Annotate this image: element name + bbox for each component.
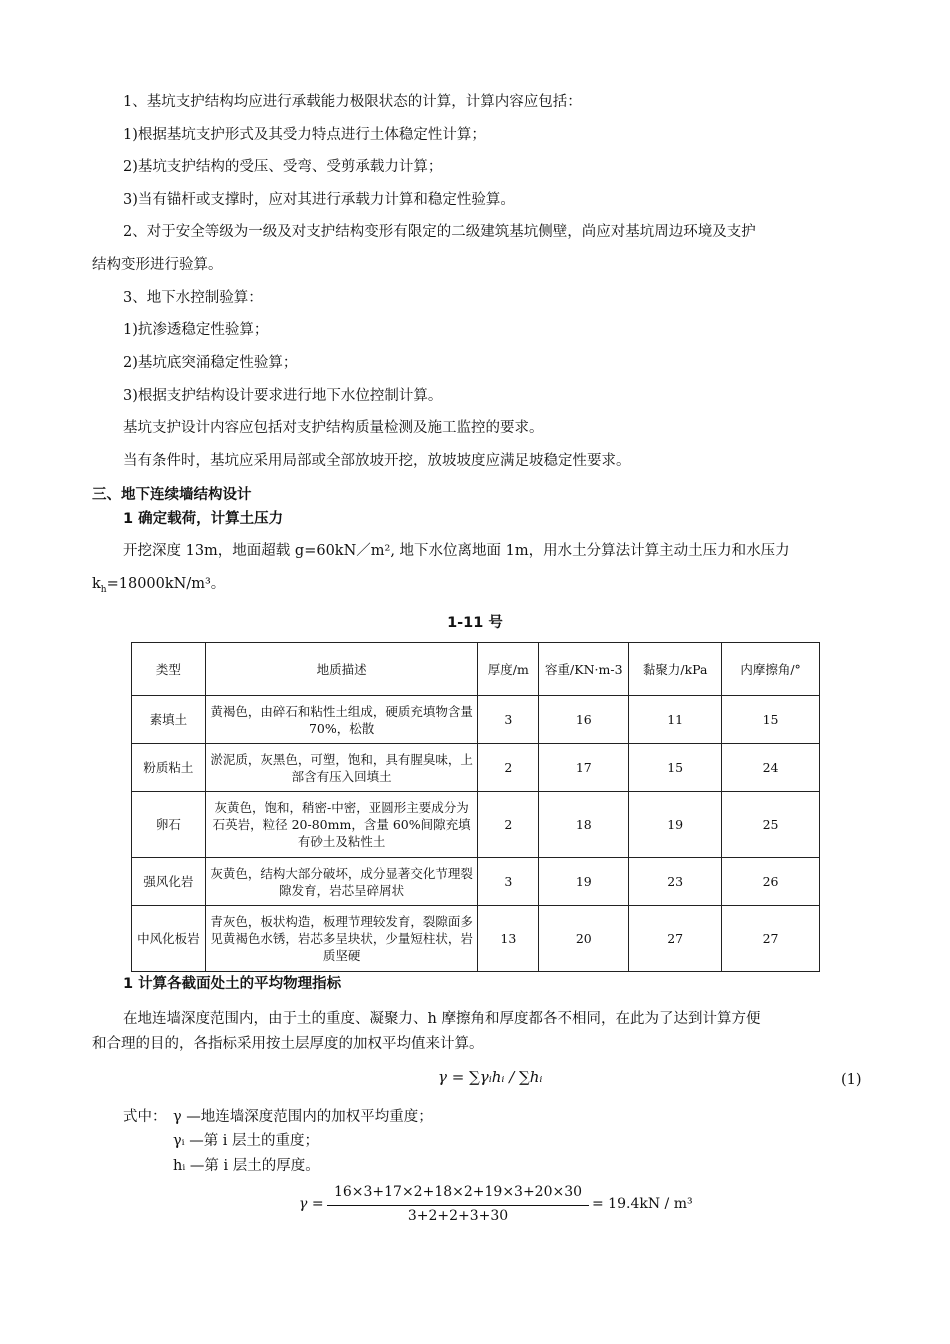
cell-cohesion: 23	[629, 858, 722, 906]
paragraph-slope: 当有条件时，基坑应采用局部或全部放坡开挖，放坡坡度应满足坡稳定性要求。	[123, 453, 631, 469]
table-row	[132, 744, 820, 792]
header-unit-weight: 容重/KN·m-3	[539, 643, 629, 696]
cell-description: 青灰色，板状构造，板理节理较发育，裂隙面多见黄褐色水锈，岩芯多呈块状，少量短柱状，岩质坚硬	[205, 906, 478, 972]
header-description: 地质描述	[205, 643, 478, 696]
paragraph-1-item-3: 3)当有锚杆或支撑时，应对其进行承载力计算和稳定性验算。	[123, 192, 515, 208]
formula-weighted-average: γ = ∑γᵢhᵢ / ∑hᵢ	[438, 1068, 543, 1086]
cell-type: 中风化板岩	[132, 906, 206, 972]
cell-friction-angle: 26	[722, 858, 820, 906]
cell-unit-weight: 19	[539, 858, 629, 906]
table-title: 1-11 号	[447, 615, 503, 631]
header-cohesion: 黏聚力/kPa	[629, 643, 722, 696]
where-gamma: γ —地连墙深度范围内的加权平均重度；	[173, 1109, 433, 1125]
header-thickness: 厚度/m	[478, 643, 539, 696]
cell-description: 灰黄色，结构大部分破坏，成分显著交化节理裂隙发育，岩芯呈碎屑状	[205, 858, 478, 906]
paragraph-2-line-2: 结构变形进行验算。	[92, 257, 223, 273]
cell-cohesion: 27	[629, 906, 722, 972]
where-gamma-i: γᵢ —第 i 层土的重度；	[173, 1133, 320, 1149]
cell-unit-weight: 18	[539, 792, 629, 858]
table-row	[132, 696, 820, 744]
cell-type: 强风化岩	[132, 858, 206, 906]
table-row	[132, 858, 820, 906]
cell-description: 黄褐色，由碎石和粘性土组成，硬质充填物含量 70%，松散	[205, 696, 478, 744]
cell-description: 淤泥质，灰黑色，可塑，饱和，具有腥臭味，上部含有压入回填土	[205, 744, 478, 792]
sub-heading-average: 1 计算各截面处土的平均物理指标	[123, 976, 342, 992]
section-heading: 三、地下连续墙结构设计	[92, 487, 252, 503]
paragraph-design-requirements: 基坑支护设计内容应包括对支护结构质量检测及施工监控的要求。	[123, 420, 544, 436]
cell-thickness: 2	[478, 744, 539, 792]
where-h-i: hᵢ —第 i 层土的厚度。	[173, 1158, 320, 1174]
paragraph-1-item-1: 1)根据基坑支护形式及其受力特点进行土体稳定性计算；	[123, 127, 486, 143]
fraction-bar	[327, 1205, 589, 1206]
cell-cohesion: 19	[629, 792, 722, 858]
cell-thickness: 2	[478, 792, 539, 858]
cell-friction-angle: 24	[722, 744, 820, 792]
cell-friction-angle: 25	[722, 792, 820, 858]
cell-cohesion: 11	[629, 696, 722, 744]
calc-lhs: γ =	[299, 1196, 324, 1212]
formula-number: (1)	[841, 1072, 862, 1088]
cell-thickness: 13	[478, 906, 539, 972]
paragraph-3-item-2: 2)基坑底突涌稳定性验算；	[123, 355, 298, 371]
average-paragraph-line-2: 和合理的目的，各指标采用按土层厚度的加权平均值来计算。	[92, 1036, 484, 1052]
table-row	[132, 906, 820, 972]
cell-cohesion: 15	[629, 744, 722, 792]
header-friction-angle: 内摩擦角/°	[722, 643, 820, 696]
paragraph-3-item-3: 3)根据支护结构设计要求进行地下水位控制计算。	[123, 388, 443, 404]
cell-thickness: 3	[478, 696, 539, 744]
where-prefix: 式中：	[123, 1109, 167, 1125]
paragraph-2-line-1: 2、对于安全等级为一级及对支护结构变形有限定的二级建筑基坑侧壁，尚应对基坑周边环境及支护	[123, 224, 756, 240]
average-paragraph-line-1: 在地连墙深度范围内，由于土的重度、凝聚力、h 摩擦角和厚度都各不相同，在此为了达到计算方便	[123, 1011, 761, 1027]
paragraph-1: 1、基坑支护结构均应进行承载能力极限状态的计算，计算内容应包括：	[123, 94, 582, 110]
cell-unit-weight: 20	[539, 906, 629, 972]
cell-type: 粉质粘土	[132, 744, 206, 792]
cell-unit-weight: 17	[539, 744, 629, 792]
cell-friction-angle: 15	[722, 696, 820, 744]
geology-table	[131, 642, 820, 972]
paragraph-3: 3、地下水控制验算：	[123, 290, 263, 306]
cell-description: 灰黄色，饱和，稍密-中密，亚圆形主要成分为石英岩，粒径 20-80mm，含量 60%间隙充填有砂土及粘性土	[205, 792, 478, 858]
calc-result: = 19.4kN / m³	[592, 1196, 693, 1212]
cell-unit-weight: 16	[539, 696, 629, 744]
cell-thickness: 3	[478, 858, 539, 906]
load-paragraph-line-2: $k_h=18000kN/m^3$。	[92, 576, 226, 595]
sub-heading-load: 1 确定载荷，计算土压力	[123, 511, 284, 527]
load-paragraph-line-1: 开挖深度 13m，地面超载 g=60kN／m², 地下水位离地面 1m，用水土分算法计算主动土压力和水压力	[123, 543, 790, 559]
paragraph-1-item-2: 2)基坑支护结构的受压、受弯、受剪承载力计算；	[123, 159, 443, 175]
paragraph-3-item-1: 1)抗渗透稳定性验算；	[123, 322, 269, 338]
calc-denominator: 3+2+2+3+30	[407, 1208, 509, 1224]
header-type: 类型	[132, 643, 206, 696]
calc-numerator: 16×3+17×2+18×2+19×3+20×30	[333, 1184, 583, 1200]
cell-type: 素填土	[132, 696, 206, 744]
cell-friction-angle: 27	[722, 906, 820, 972]
table-row	[132, 792, 820, 858]
cell-type: 卵石	[132, 792, 206, 858]
